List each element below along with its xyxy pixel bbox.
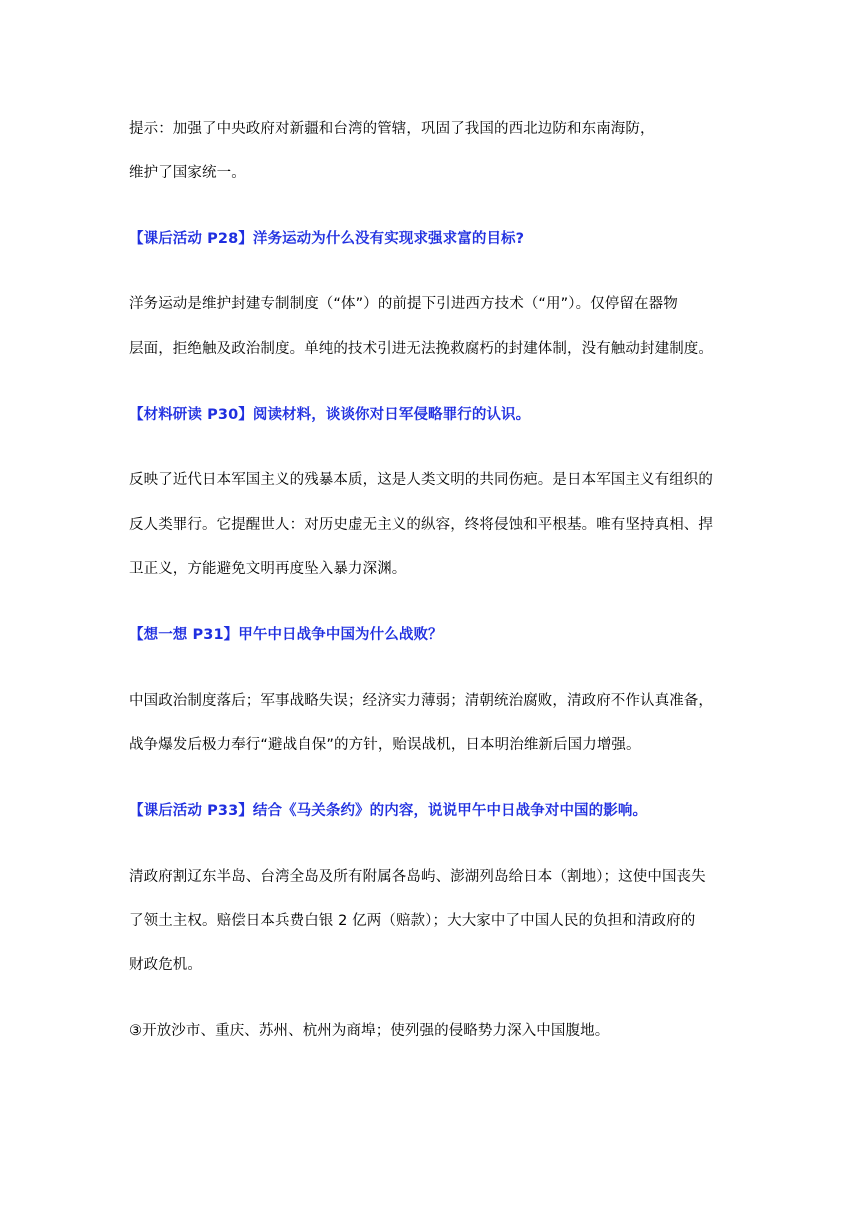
question-heading-p30: 【材料研读 P30】阅读材料，谈谈你对日军侵略罪行的认识。	[129, 407, 531, 423]
hint-line-2: 维护了国家统一。	[129, 165, 246, 181]
question-heading-p28: 【课后活动 P28】洋务运动为什么没有实现求强求富的目标?	[129, 231, 525, 247]
answer-p31-line-2: 战争爆发后极力奉行“避战自保”的方针，贻误战机，日本明治维新后国力增强。	[129, 737, 641, 753]
hint-line-1: 提示：加强了中央政府对新疆和台湾的管辖，巩固了我国的西北边防和东南海防，	[129, 121, 655, 137]
answer-p33-point-3: ③开放沙市、重庆、苏州、杭州为商埠；使列强的侵略势力深入中国腹地。	[129, 1023, 610, 1039]
answer-p30-line-1: 反映了近代日本军国主义的残暴本质，这是人类文明的共同伤疤。是日本军国主义有组织的	[129, 472, 713, 488]
question-heading-p33: 【课后活动 P33】结合《马关条约》的内容，说说甲午中日战争对中国的影响。	[129, 803, 648, 819]
question-heading-p31: 【想一想 P31】甲午中日战争中国为什么战败？	[129, 627, 443, 643]
answer-p30-line-3: 卫正义，方能避免文明再度坠入暴力深渊。	[129, 561, 407, 577]
answer-p33-line-2: 了领土主权。赔偿日本兵费白银 2 亿两（赔款）；大大家中了中国人民的负担和清政府的	[129, 913, 696, 929]
answer-p33-line-1: 清政府割辽东半岛、台湾全岛及所有附属各岛屿、澎湖列岛给日本（割地）；这使中国丧失	[129, 869, 706, 885]
answer-p28-line-1: 洋务运动是维护封建专制制度（“体”）的前提下引进西方技术（“用”）。仅停留在器物	[129, 296, 678, 312]
answer-p31-line-1: 中国政治制度落后；军事战略失误；经济实力薄弱；清朝统治腐败，清政府不作认真准备，	[129, 693, 713, 709]
answer-p33-line-3: 财政危机。	[129, 957, 202, 973]
answer-p30-line-2: 反人类罪行。它提醒世人：对历史虚无主义的纵容，终将侵蚀和平根基。唯有坚持真相、捍	[129, 517, 713, 533]
answer-p28-line-2: 层面，拒绝触及政治制度。单纯的技术引进无法挽救腐朽的封建体制，没有触动封建制度。	[129, 341, 713, 357]
